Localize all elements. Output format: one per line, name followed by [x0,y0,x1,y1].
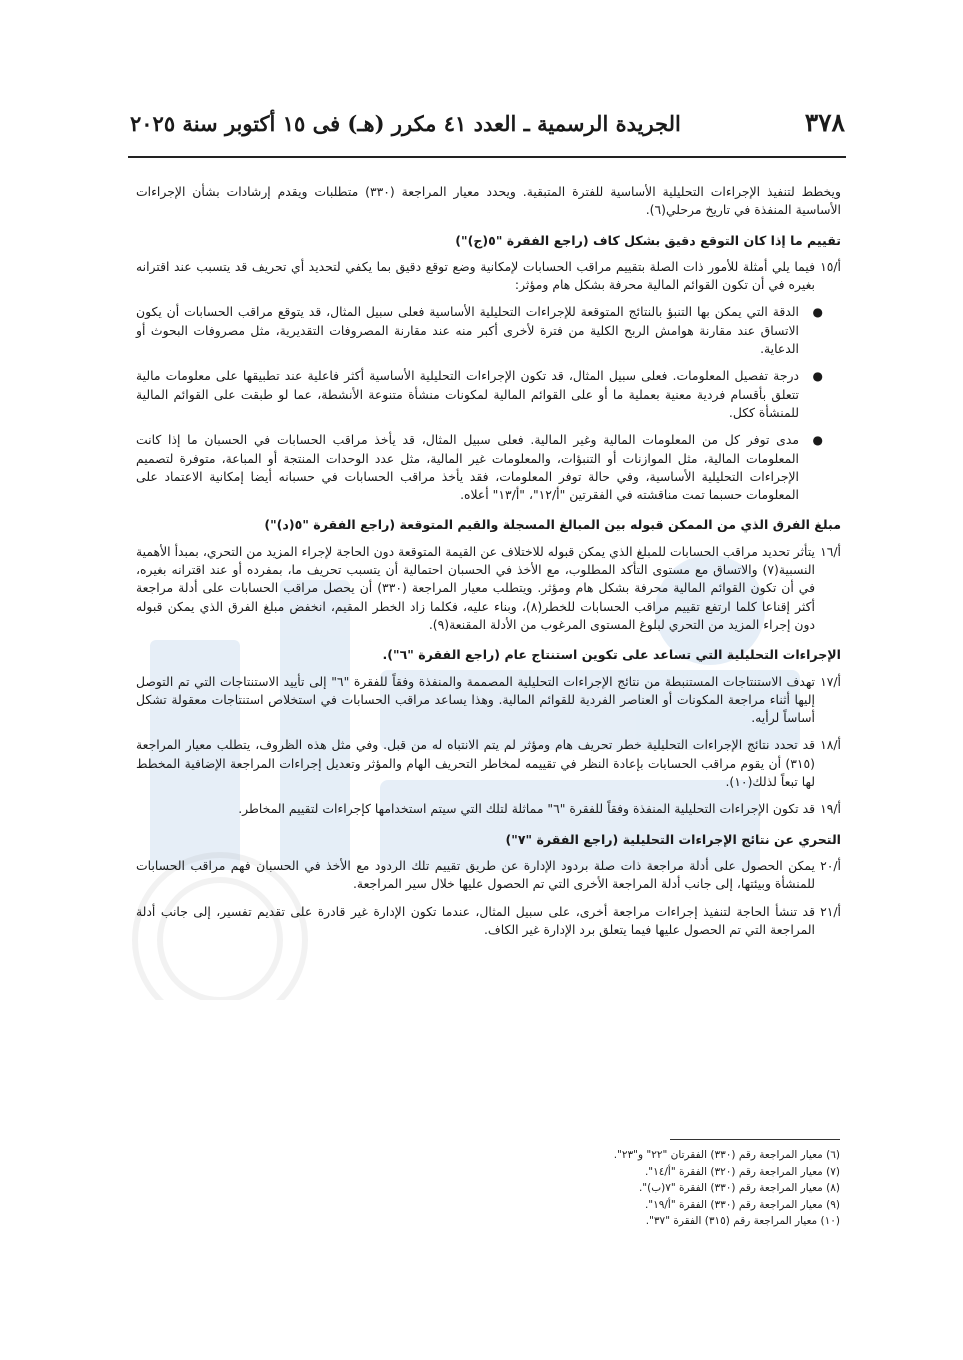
paragraph-text: قد تحدد نتائج الإجراءات التحليلية خطر تحريف هام ومؤثر لم يتم الانتباه له من قبل. وفي مثل هذه الظروف، يتطلب معيار المراجعة (٣١٥) أن يقوم مراقب الحسابات بإعادة النظر في تقييمه لمخاطر التحريف الهام والمؤثر وتعديل إجراءات المراجعة الإضافية المخطط لها تبعاً لذلك(١٠). [136,737,815,790]
section-heading-precision: تقييم ما إذا كان التوقع دقيق بشكل كاف (راجع الفقرة "٥(ج)") [455,232,841,248]
paragraph-number: أ/١٦ [820,543,841,559]
footnote: (٩) معيار المراجعة رقم (٣٣٠) الفقرة "أ/١٩". [644,1198,840,1211]
bullet-item [136,367,841,422]
numbered-paragraph [136,258,841,295]
bullet-text: الدقة التي يمكن بها التنبؤ بالنتائج المتوقعة للإجراءات التحليلية الأساسية فعلى سبيل المثال، قد يتوقع مراقب الحسابات أن يكون الاتساق عند مقارنة هوامش الربح الكلية من فترة لأخرى أكبر منه عند مقارنة المصروفات التقديرية، مثل مصروفات البحوث أو الدعاية. [136,304,799,357]
paragraph-text: قد تنشأ الحاجة لتنفيذ إجراءات مراجعة أخرى، على سبيل المثال، عندما تكون الإدارة غير قادرة على تقديم تفسير، إلى جانب أدلة المراجعة التي تم الحصول عليها فيما يتعلق برد الإدارة غير الكاف. [136,903,815,937]
page-number: ٣٧٨ [804,108,845,137]
paragraph-text: يتأثر تحديد مراقب الحسابات للمبلغ الذي يمكن قبوله للاختلاف عن القيمة المتوقعة دون الحاجة لإجراء المزيد من التحري، بمبدأ الأهمية النسبية(٧) والاتساق مع مستوى التأكد المطلوب، مع الأخذ في الحسبان احتمالية أن يتسبب تحريف ما، بمفرده أو عند اقترانه بغيره، في أن تكون القوائم المالية محرفة بشكل هام ومؤثر. ويتطلب معيار المراجعة (٣٣٠) أن يحصل مراقب الحسابات على أدلة مراجعة أكثر إقناعا كلما ارتفع تقييم مراقب الحسابات للخطر(٨)، وبناء عليه، فكلما زاد الخطر المقيم، انخفض مبلغ الفرق الذي يمكن قبوله دون إجراء المزيد من التحري لبلوغ المستوى المرغوب من الأدلة المقنعة(٩). [136,543,816,632]
numbered-paragraph [136,857,841,894]
section-heading-investigation: التحري عن نتائج الإجراءات التحليلية (راجع الفقرة "٧") [505,831,841,847]
page-header [130,108,845,137]
paragraph-text: قد تكون الإجراءات التحليلية المنفذة وفقاً للفقرة "٦" مماثلة لتلك التي سيتم استخدامها كإجراءات لتقييم المخاطر. [238,801,815,817]
paragraph-number: أ/١٧ [820,673,841,689]
numbered-paragraph [136,800,841,818]
gazette-title: الجريدة الرسمية ـ العدد ٤١ مكرر (هـ) فى ١٥ أكتوبر سنة ٢٠٢٥ [130,111,681,136]
footnotes [540,1147,840,1230]
paragraph-text: يمكن الحصول على أدلة مراجعة ذات صلة بردود الإدارة عن طريق تقييم تلك الردود مع الأخذ في الحسبان فهم مراقب الحسابات للمنشأة وبيئتها، إلى جانب أدلة المراجعة الأخرى التي تم الحصول عليها خلال سير المراجعة. [136,857,815,892]
paragraph-number: أ/١٥ [820,258,841,274]
bullet-icon: ● [812,305,823,320]
bullet-item [136,303,841,358]
header-divider [128,156,846,158]
numbered-paragraph [136,543,841,634]
footnote: (٦) معيار المراجعة رقم (٣٣٠) الفقرتان "٢٢" و"٢٣". [613,1149,840,1161]
paragraph-number: أ/٢٠ [820,857,841,873]
paragraph-number: أ/٢١ [820,903,841,919]
paragraph-text: تهدف الاستنتاجات المستنبطة من نتائج الإجراءات التحليلية المصممة والمنفذة وفقاً للفقرة "٦" إلى تأييد الاستنتاجات التي تم التوصل إليها أثناء مراجعة المكونات أو العناصر الفردية للقوائم المالية. وهذا يساعد مراقب الحسابات في استخلاص استنتاجات معقولة تشكل أساساً لرأيه. [136,673,815,726]
numbered-paragraph [136,736,841,791]
paragraph-number: أ/١٨ [820,737,841,753]
footnote: (١٠) معيار المراجعة رقم (٣١٥) الفقرة "٣٧". [645,1215,840,1228]
document-body [136,183,841,948]
numbered-paragraph [136,673,841,728]
bullet-icon: ● [812,369,823,384]
bullet-icon: ● [812,433,823,448]
footnote-divider [670,1139,840,1140]
footnote: (٧) معيار المراجعة رقم (٣٢٠) الفقرة "أ/١٤". [644,1165,840,1178]
bullet-text: مدى توفر كل من المعلومات المالية وغير المالية. فعلى سبيل المثال، قد يأخذ مراقب الحسابات في الحسبان ما إذا كانت المعلومات المالية، مثل الموازنات أو التنبؤات، والمعلومات غير المالية، مثل عدد الوحدات المنتجة أو المباعة، متوفرة لتصميم الإجراءات التحليلية الأساسية، وفي حالة توفر المعلومات، فقد يأخذ مراقب الحسابات في حسبانه أيضا إمكانية الاعتماد على المعلومات حسبما تمت مناقشته في الفقرتين "أ/١٢"، "أ/١٣" أعلاه. [136,432,799,503]
paragraph-text: فيما يلي أمثلة للأمور ذات الصلة بتقييم مراقب الحسابات لإمكانية وضع توقع دقيق بما يكفي لتحديد أي تحريف قد يتسبب عند اقترانه بغيره في أن تكون القوائم المالية محرفة بشكل هام ومؤثر: [136,258,815,293]
numbered-paragraph [136,903,841,940]
section-heading-overall-conclusion: الإجراءات التحليلية التي تساعد على تكوين استنتاج عام (راجع الفقرة "٦"). [382,647,841,663]
bullet-text: درجة تفصيل المعلومات. فعلى سبيل المثال، قد تكون الإجراءات التحليلية الأساسية أكثر فاعلية عند تطبيقها على معلومات مالية تتعلق بأقسام فردية معنية بعملية ما أو على القوائم المالية لمكونات منشأة متنوعة الأنشطة، عما لو طبقت على القوائم المالية للمنشأة ككل. [136,368,799,420]
paragraph-number: أ/١٩ [820,801,841,817]
section-heading-threshold: مبلغ الفرق الذي من الممكن قبوله بين المبالغ المسجلة والقيم المتوقعة (راجع الفقرة "٥(د)") [264,517,841,533]
bullet-item [136,431,841,504]
footnote: (٨) معيار المراجعة رقم (٣٣٠) الفقرة "٧(ب)". [638,1182,840,1195]
intro-paragraph: ويخطط لتنفيذ الإجراءات التحليلية الأساسية للفترة المتبقية. ويحدد معيار المراجعة (٣٣٠) متطلبات ويقدم إرشادات بشأن الإجراءات الأساسية المنفذة في تاريخ مرحلي(٦). [136,184,841,218]
